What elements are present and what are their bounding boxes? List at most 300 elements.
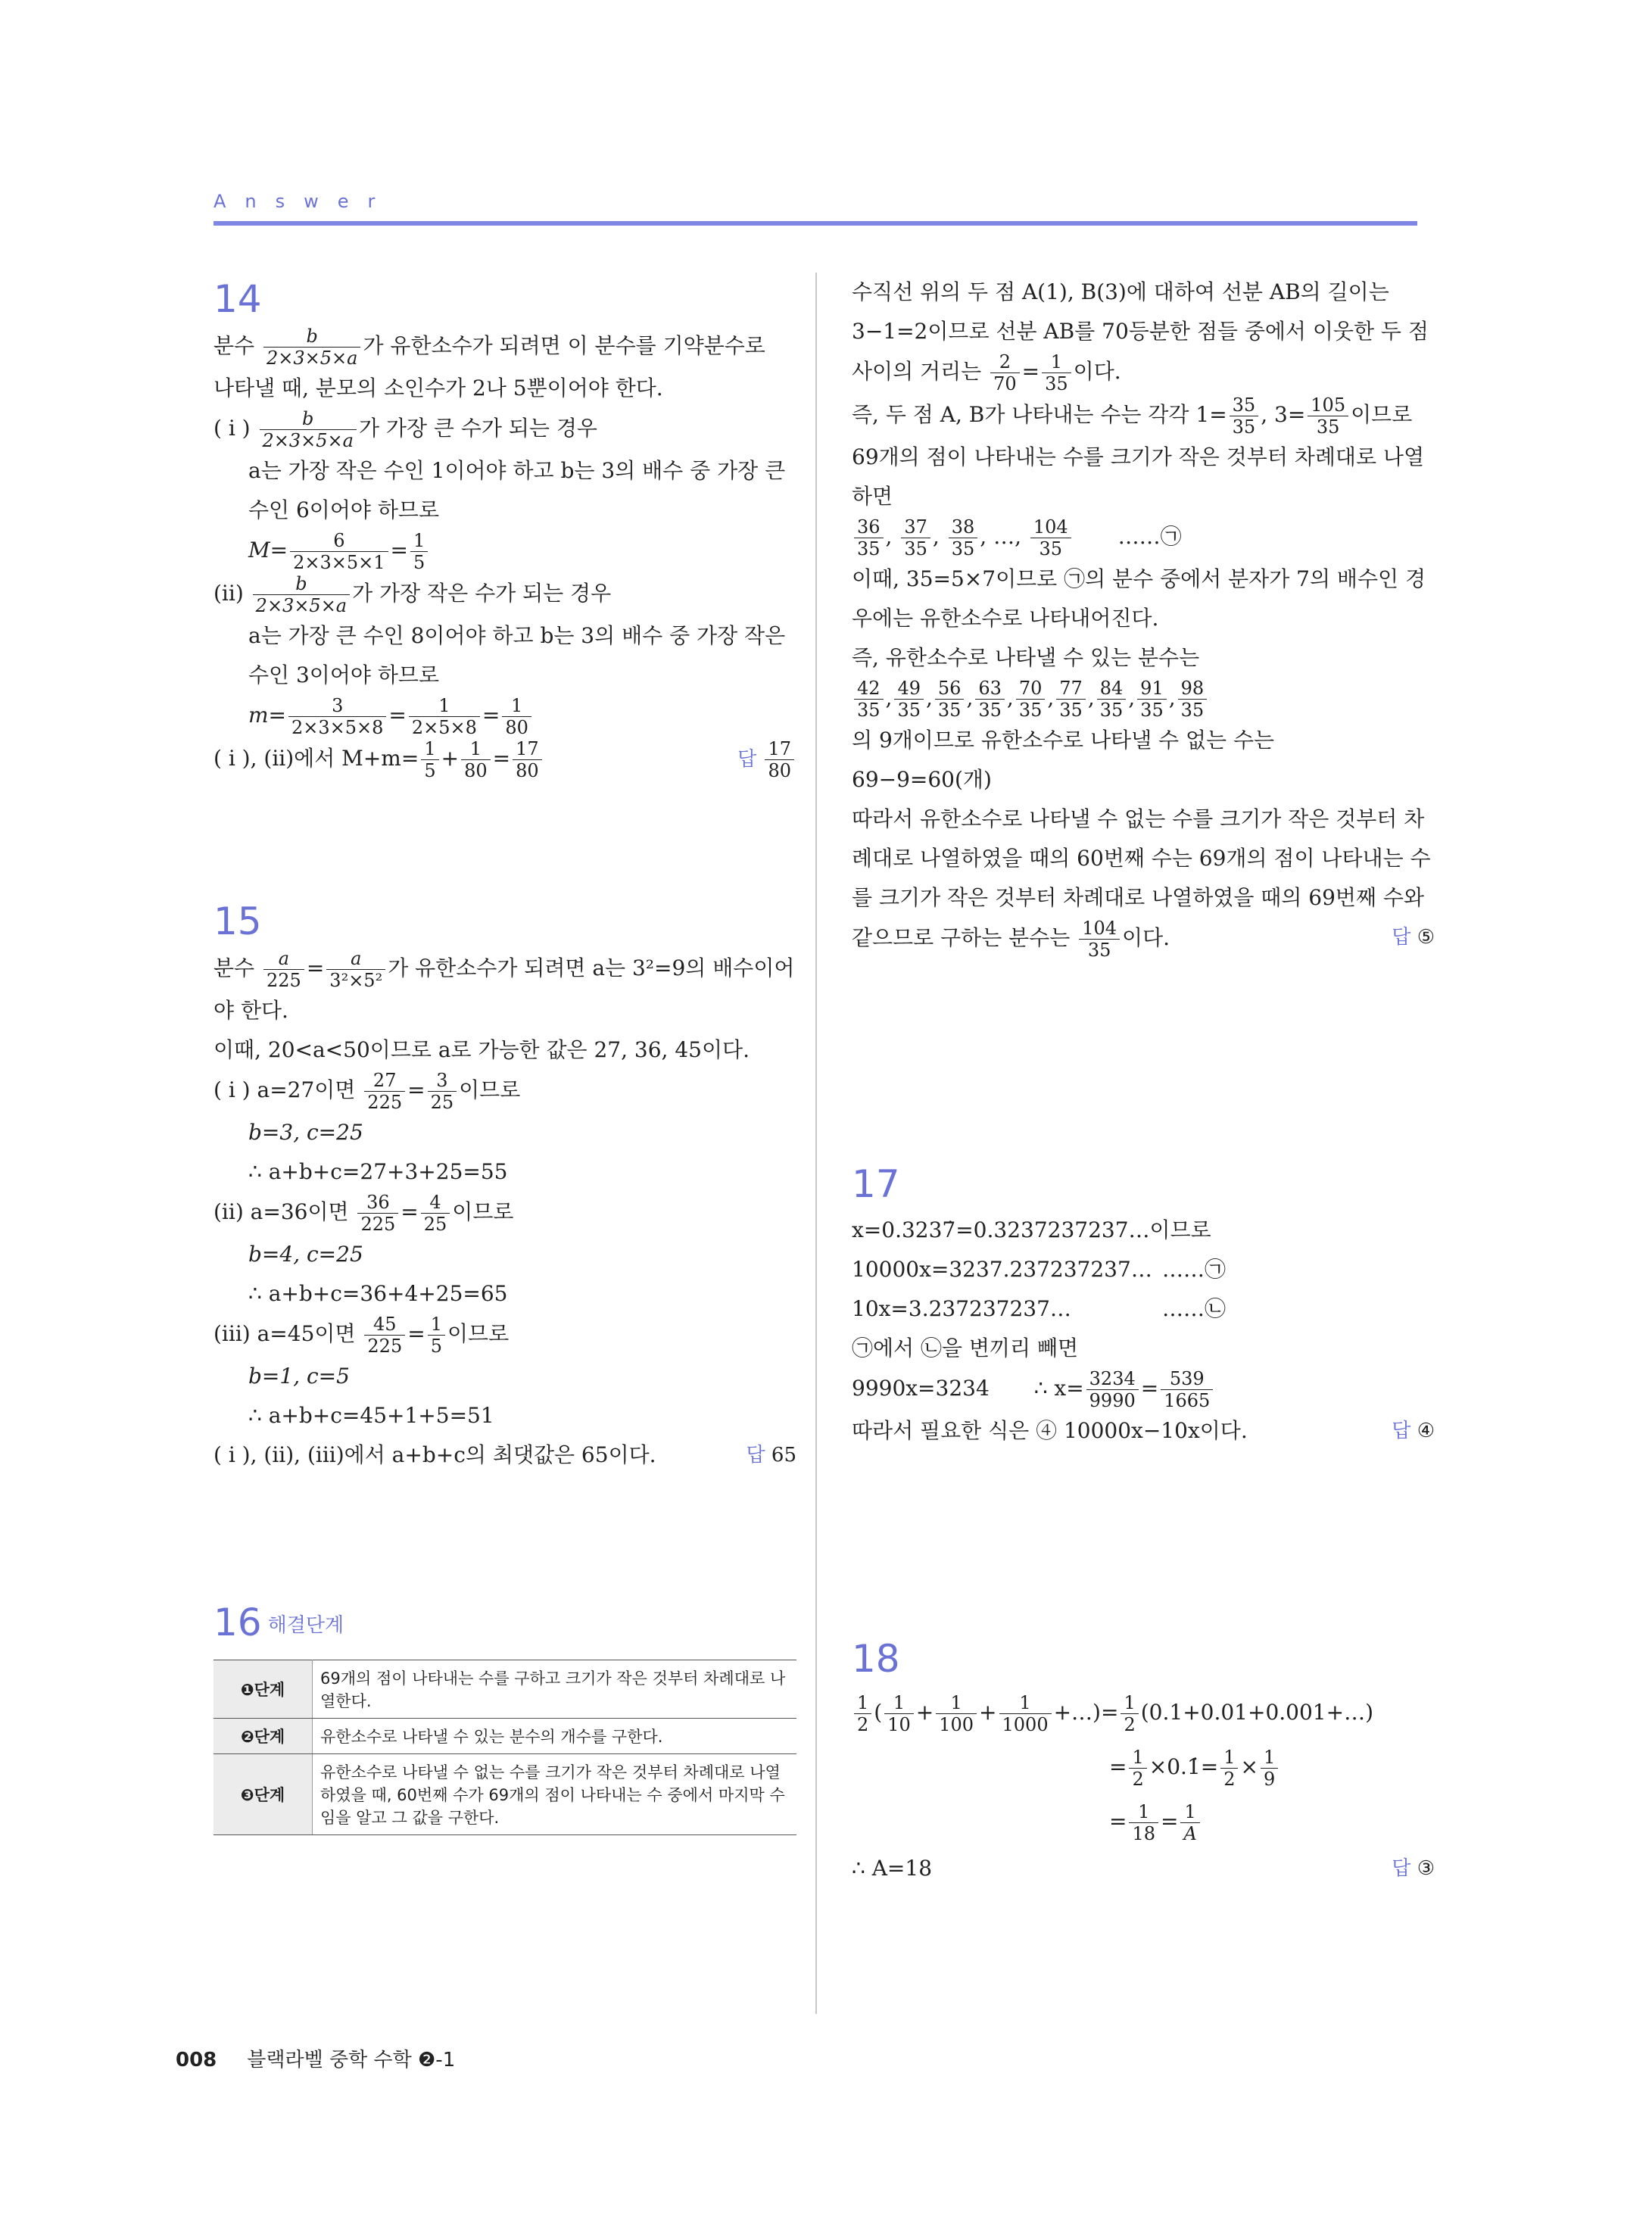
denominator: 225 [367, 1092, 403, 1113]
fraction [854, 1692, 871, 1735]
answer-label: 답 [737, 748, 757, 771]
text: 가 가장 작은 수가 되는 경우 [352, 581, 612, 606]
text-line: 수인 3이어야 하므로 [248, 662, 440, 687]
fraction [1220, 1747, 1238, 1790]
fraction [884, 1692, 914, 1735]
text: = [388, 703, 407, 728]
numerator: 42 [854, 678, 884, 700]
equation-marker: ……㉡ [1162, 1296, 1227, 1321]
fraction [1056, 678, 1086, 721]
number-text: 16 [214, 1601, 262, 1644]
case-line [214, 408, 796, 451]
page-number: 008 [176, 2049, 217, 2071]
step-label: ❷단계 [214, 1719, 313, 1754]
fraction [990, 351, 1020, 394]
text: 이므로 [447, 1321, 510, 1346]
fraction [364, 1070, 405, 1113]
answer-label: 답 [746, 1444, 765, 1467]
numerator: 539 [1161, 1368, 1213, 1390]
equation-line [852, 1794, 1435, 1849]
denominator: 2 [857, 1714, 869, 1735]
fraction [421, 738, 438, 781]
denominator: 35 [904, 538, 927, 560]
numerator: 2 [990, 351, 1020, 373]
numerator: 36 [357, 1192, 398, 1214]
case-label: ( i ) [214, 416, 251, 441]
numerator: 1 [1220, 1747, 1238, 1769]
table-row [214, 1754, 796, 1835]
denominator: 2 [1223, 1769, 1236, 1790]
text: ( i ), (ii), (iii)에서 a+b+c의 최댓값은 65이다. [214, 1442, 656, 1467]
text-line: a는 가장 작은 수인 1이어야 하고 b는 3의 배수 중 가장 큰 [248, 458, 786, 483]
fraction [1129, 1801, 1158, 1844]
text: ×0.1̇= [1149, 1754, 1219, 1779]
text: 따라서 필요한 식은 ④ 10000x−10x이다. [852, 1418, 1248, 1443]
text: ( i ), (ii)에서 M+m= [214, 746, 419, 771]
fraction [502, 695, 531, 738]
text: 분수 [214, 333, 255, 358]
numerator: a [326, 948, 385, 970]
text-line: ㉠에서 ㉡을 변끼리 빼면 [852, 1336, 1079, 1361]
fraction [1261, 1747, 1278, 1790]
text: 이다. [1122, 925, 1170, 950]
fraction [936, 1692, 977, 1735]
answer-label: 답 [1392, 1857, 1411, 1880]
text: 즉, 두 점 A, B가 나타내는 수는 각각 1= [852, 402, 1227, 427]
numerator: 36 [854, 516, 884, 538]
equation-marker: ……㉠ [1117, 524, 1182, 549]
text: 9990x=3234 [852, 1376, 990, 1401]
denominator: 2 [1124, 1714, 1136, 1735]
sequence-line: $\frac{42}{35}$ , $\frac{49}{35}$ , $\frac{56}{35}$ , $\frac{63}{35}$ , $\frac{70}{35}$ , $\frac{77}{35}$ , $\frac{84}{35}$ , $\frac{91}{35}$ , $\frac{98}{35}$ [852, 678, 1435, 721]
numerator: 1 [1261, 1747, 1278, 1769]
text-line: b=3, c=25 [248, 1120, 363, 1145]
numerator: 49 [894, 678, 924, 700]
answer-value: ④ [1417, 1420, 1435, 1442]
denominator: 5 [424, 760, 436, 781]
step-text: 유한소수로 나타낼 수 있는 분수의 개수를 구한다. [313, 1719, 797, 1754]
numerator: 1 [884, 1692, 914, 1714]
fraction [1137, 678, 1167, 721]
fraction [1086, 1368, 1139, 1411]
denominator: 80 [516, 760, 539, 781]
fraction [260, 408, 357, 451]
right-column [852, 273, 1435, 1888]
spacer [852, 1451, 1435, 1632]
text-line: 나타낼 때, 분모의 소인수가 2나 5뿐이어야 한다. [214, 376, 663, 401]
equation-line [214, 530, 796, 573]
answer-badge [737, 738, 796, 781]
table-row [214, 1660, 796, 1719]
denominator: 35 [951, 538, 975, 560]
text: , 3= [1261, 402, 1306, 427]
text-line: b=4, c=25 [248, 1242, 363, 1267]
denominator: 35 [978, 700, 1002, 721]
equation-line [852, 1250, 1435, 1289]
case-line [214, 573, 796, 616]
text: + [441, 746, 460, 771]
text-line: 이때, 20<a<50이므로 a로 가능한 값은 27, 36, 45이다. [214, 1037, 750, 1062]
numerator: 37 [901, 516, 930, 538]
numerator: 45 [364, 1314, 405, 1336]
numerator: 1 [1129, 1801, 1158, 1823]
fraction [1042, 351, 1071, 394]
numerator: 1 [421, 738, 438, 760]
numerator: 1 [936, 1692, 977, 1714]
text: = [407, 1321, 425, 1346]
case-line [214, 1192, 796, 1235]
text-line [214, 326, 796, 369]
numerator: 27 [364, 1070, 405, 1092]
problem-16-solution [852, 273, 1435, 961]
numerator: 3 [428, 1070, 457, 1092]
numerator: 63 [975, 678, 1005, 700]
text: = [306, 955, 325, 980]
numerator: 84 [1097, 678, 1127, 700]
denominator: 80 [768, 760, 791, 781]
answer-value [765, 738, 794, 781]
column-divider [815, 273, 817, 2014]
text-line: a는 가장 큰 수인 8이어야 하고 b는 3의 배수 중 가장 작은 [248, 623, 786, 648]
text-line: 69개의 점이 나타내는 수를 크기가 작은 것부터 차례대로 나열 [852, 444, 1424, 469]
spacer [214, 781, 796, 895]
numerator: 17 [765, 738, 794, 760]
text: 가 유한소수가 되려면 a는 3²=9의 배수이어 [388, 955, 795, 980]
text-line [852, 918, 1435, 961]
denominator: 225 [367, 1336, 403, 1357]
fraction [854, 678, 884, 721]
problem-number [214, 1596, 796, 1649]
equation-line [214, 695, 796, 738]
text: × [1240, 1754, 1258, 1779]
denominator: 2×3×5×8 [291, 717, 384, 738]
text-line [852, 351, 1435, 394]
fraction [975, 678, 1005, 721]
text-line: 즉, 유한소수로 나타낼 수 있는 분수는 [852, 645, 1200, 670]
numerator: 56 [935, 678, 965, 700]
numerator: 98 [1178, 678, 1208, 700]
text-line: b=1, c=5 [248, 1364, 350, 1389]
fraction [357, 1192, 398, 1235]
problem-number: 18 [852, 1637, 900, 1681]
problem-18 [852, 1632, 1435, 1888]
denominator: 35 [897, 700, 921, 721]
text: 사이의 거리는 [852, 359, 982, 384]
fraction [1180, 1801, 1199, 1844]
numerator: 1 [461, 738, 491, 760]
text: = [401, 1199, 419, 1224]
denominator: 35 [857, 538, 881, 560]
text: = [492, 746, 511, 771]
numerator: 1 [409, 695, 480, 717]
denominator: 35 [1232, 416, 1256, 438]
text: = [1109, 1809, 1127, 1834]
text: 이므로 [1351, 402, 1413, 427]
step-text: 유한소수로 나타낼 수 없는 수를 크기가 작은 것부터 차례대로 나열하였을 때, 60번째 수가 69개의 점이 나타내는 수 중에서 마지막 수임을 알고 그 값을 구한다. [313, 1754, 797, 1835]
fraction [253, 573, 350, 616]
fraction [1016, 678, 1046, 721]
text: = [1021, 359, 1040, 384]
text: ∴ A=18 [852, 1856, 933, 1881]
problem-17 [852, 1158, 1435, 1451]
numerator: 6 [290, 530, 388, 552]
fraction [1161, 1368, 1213, 1411]
numerator: b [253, 573, 350, 595]
fraction [263, 326, 360, 369]
fraction [513, 738, 542, 781]
text: 분수 [214, 955, 255, 980]
numerator: 1 [999, 1692, 1052, 1714]
text: ∴ x= [1033, 1376, 1084, 1401]
denominator: 9990 [1089, 1390, 1136, 1411]
fraction [410, 530, 428, 573]
fraction [1178, 678, 1208, 721]
denominator: 35 [1099, 700, 1124, 721]
answer-badge [1392, 1849, 1435, 1888]
fraction [288, 695, 386, 738]
denominator: 35 [1087, 940, 1111, 961]
text: = [390, 538, 409, 563]
denominator: 35 [1018, 700, 1043, 721]
answer-label: 답 [1392, 1420, 1411, 1442]
text: 이다. [1073, 359, 1121, 384]
steps-table [214, 1660, 796, 1835]
numerator: 38 [949, 516, 978, 538]
numerator: 3234 [1086, 1368, 1139, 1390]
text: = [1140, 1376, 1159, 1401]
numerator: 77 [1056, 678, 1086, 700]
step-label: ❸단계 [214, 1754, 313, 1835]
sequence-line: $\frac{36}{35}$ , $\frac{37}{35}$ , $\frac{38}{35}$ , …, $\frac{104}{35}$ ……㉠ [852, 516, 1435, 560]
problem-16-steps [214, 1596, 796, 1835]
numerator: a [263, 948, 304, 970]
denominator: 2×3×5×a [255, 595, 348, 616]
numerator: 1 [1129, 1747, 1146, 1769]
text-line: 하면 [852, 484, 893, 509]
denominator: 18 [1132, 1823, 1156, 1844]
text-line [852, 1411, 1435, 1451]
text: + [979, 1700, 997, 1725]
text-line [214, 948, 796, 991]
text-line: 수직선 위의 두 점 A(1), B(3)에 대하여 선분 AB의 길이는 [852, 279, 1389, 304]
case-label: ( i ) a=27이면 [214, 1077, 356, 1102]
problem-number: 17 [852, 1162, 900, 1206]
answer-badge [1392, 1411, 1435, 1451]
fraction [1129, 1747, 1146, 1790]
denominator: 35 [1045, 373, 1068, 394]
text-line: ∴ a+b+c=27+3+25=55 [248, 1159, 508, 1184]
denominator: 80 [464, 760, 488, 781]
spacer [852, 961, 1435, 1158]
denominator: 35 [1180, 700, 1205, 721]
fraction [326, 948, 385, 991]
numerator: b [260, 408, 357, 430]
text-line: 따라서 유한소수로 나타낼 수 없는 수를 크기가 작은 것부터 차 [852, 806, 1425, 831]
numerator: 1 [854, 1692, 871, 1714]
book-title: 블랙라벨 중학 수학 ❷-1 [247, 2049, 456, 2071]
denominator: 35 [937, 700, 962, 721]
denominator: 5 [430, 1336, 442, 1357]
equation-line [852, 1740, 1435, 1794]
text: ( [874, 1700, 883, 1725]
denominator: 35 [857, 700, 881, 721]
numerator: 1 [1180, 1801, 1199, 1823]
numerator: 104 [1079, 918, 1120, 940]
numerator: 1 [410, 530, 428, 552]
fraction [290, 530, 388, 573]
denominator: 25 [423, 1214, 447, 1235]
numerator: 17 [513, 738, 542, 760]
denominator: 2×3×5×1 [293, 552, 385, 573]
spacer [214, 1475, 796, 1596]
fraction [1079, 918, 1120, 961]
denominator: 35 [1039, 538, 1063, 560]
numerator: 1 [502, 695, 531, 717]
text: = [1109, 1754, 1127, 1779]
fraction [999, 1692, 1052, 1735]
text-line: ∴ a+b+c=36+4+25=65 [248, 1281, 508, 1306]
answer-value: 65 [771, 1444, 796, 1467]
numerator: 104 [1030, 516, 1071, 538]
fraction [894, 678, 924, 721]
text-line: x=0.3237̇=0.3237237237…이므로 [852, 1217, 1211, 1242]
text-line: 3−1=2이므로 선분 AB를 70등분한 점들 중에서 이웃한 두 점 [852, 319, 1429, 344]
answer-value: ⑤ [1417, 926, 1435, 949]
answer-header: Answer [214, 191, 394, 212]
table-row [214, 1719, 796, 1754]
step-label: ❶단계 [214, 1660, 313, 1719]
fraction [1030, 516, 1071, 560]
text-line [852, 1849, 1435, 1888]
text: 가 유한소수가 되려면 이 분수를 기약분수로 [363, 333, 765, 358]
text: 이므로 [452, 1199, 514, 1224]
equation-line [852, 1368, 1435, 1411]
equation-line [214, 738, 796, 781]
problem-14 [214, 273, 796, 781]
numerator: 3 [288, 695, 386, 717]
text-line: 야 한다. [214, 998, 288, 1023]
denominator: 2×3×5×a [267, 348, 358, 369]
text-line [214, 1435, 796, 1475]
numerator: b [263, 326, 360, 348]
text-line: 이때, 35=5×7이므로 ㉠의 분수 중에서 분자가 7의 배수인 경 [852, 566, 1426, 591]
fraction [461, 738, 491, 781]
numerator: 4 [421, 1192, 450, 1214]
fraction [901, 516, 930, 560]
left-column [214, 273, 796, 1835]
fraction [935, 678, 965, 721]
denominator: 35 [1316, 416, 1340, 438]
fraction [421, 1192, 450, 1235]
fraction [428, 1070, 457, 1113]
answer-label: 답 [1392, 926, 1411, 949]
denominator: 1000 [1002, 1714, 1049, 1735]
text: = [407, 1077, 425, 1102]
text: 가 가장 큰 수가 되는 경우 [358, 416, 597, 441]
text: 같으므로 구하는 분수는 [852, 925, 1071, 950]
problem-15 [214, 895, 796, 1475]
fraction [1097, 678, 1127, 721]
numerator: 70 [1016, 678, 1046, 700]
problem-number: 15 [214, 899, 262, 943]
denominator: 35 [1140, 700, 1164, 721]
denominator: 3²×5² [329, 970, 383, 991]
text: …, [993, 524, 1021, 549]
page-footer [176, 2044, 455, 2072]
numerator: 91 [1137, 678, 1167, 700]
case-label: (iii) a=45이면 [214, 1321, 356, 1346]
case-line [214, 1070, 796, 1113]
text: m= [248, 703, 287, 728]
numerator: 1 [428, 1314, 445, 1336]
answer-badge [747, 1435, 796, 1475]
denominator: 80 [505, 717, 528, 738]
text-line: 수인 6이어야 하므로 [248, 497, 440, 522]
text-line: 우에는 유한소수로 나타내어진다. [852, 606, 1159, 631]
denominator: 1665 [1164, 1390, 1211, 1411]
text-line: ∴ a+b+c=45+1+5=51 [248, 1403, 494, 1428]
text: M= [248, 538, 288, 563]
case-label: (ii) [214, 581, 244, 606]
subtitle: 해결단계 [267, 1613, 344, 1637]
equation-marker: ……㉠ [1162, 1257, 1227, 1282]
answer-badge [1392, 918, 1435, 957]
numerator: 1 [1121, 1692, 1138, 1714]
denominator: 25 [430, 1092, 454, 1113]
denominator: 100 [939, 1714, 974, 1735]
fraction [1308, 394, 1348, 438]
text: 10000x=3237.237237237… [852, 1257, 1152, 1282]
denominator: 225 [267, 970, 301, 991]
case-line [214, 1314, 796, 1357]
fraction [364, 1314, 405, 1357]
denominator: 9 [1263, 1769, 1276, 1790]
text: (0.1+0.01+0.001+…) [1140, 1700, 1373, 1725]
text: +…)= [1053, 1700, 1119, 1725]
denominator: A [1183, 1823, 1197, 1844]
denominator: 225 [360, 1214, 396, 1235]
text-line: 례대로 나열하였을 때의 60번째 수는 69개의 점이 나타내는 수 [852, 846, 1431, 871]
denominator: 35 [1059, 700, 1083, 721]
numerator: 1 [1042, 351, 1071, 373]
text: 이므로 [459, 1077, 521, 1102]
denominator: 2×5×8 [411, 717, 477, 738]
text: + [915, 1700, 934, 1725]
fraction [854, 516, 884, 560]
fraction [1230, 394, 1259, 438]
answer-value: ③ [1417, 1857, 1435, 1880]
problem-number: 14 [214, 277, 262, 321]
fraction [1121, 1692, 1138, 1735]
step-text: 69개의 점이 나타내는 수를 구하고 크기가 작은 것부터 차례대로 나열한다. [313, 1660, 797, 1719]
text: = [482, 703, 500, 728]
numerator: 35 [1230, 394, 1259, 416]
header-rule [214, 221, 1417, 226]
denominator: 70 [993, 373, 1017, 394]
text-line [852, 394, 1435, 438]
text-line: 를 크기가 작은 것부터 차례대로 나열하였을 때의 69번째 수와 [852, 885, 1424, 910]
text: = [1161, 1809, 1179, 1834]
denominator: 2×3×5×a [262, 430, 354, 451]
text: 10x=3.237237237… [852, 1296, 1071, 1321]
fraction [428, 1314, 445, 1357]
denominator: 10 [887, 1714, 911, 1735]
text-line: 69−9=60(개) [852, 767, 992, 792]
fraction [949, 516, 978, 560]
denominator: 2 [1132, 1769, 1144, 1790]
equation-line [852, 1289, 1435, 1329]
fraction [263, 948, 304, 991]
